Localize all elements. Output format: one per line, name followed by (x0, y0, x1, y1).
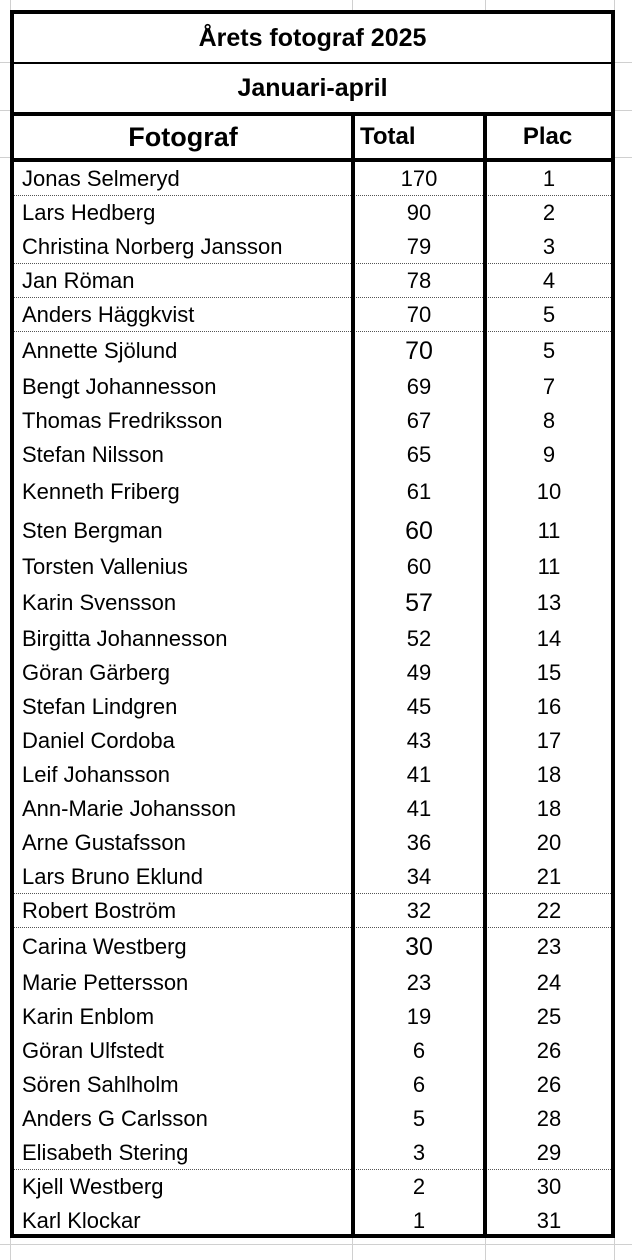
table-row (14, 928, 611, 966)
cell-plac: 24 (536, 970, 562, 995)
table-row (14, 512, 611, 550)
cell-total: 49 (406, 660, 432, 685)
cell-plac: 23 (536, 934, 562, 959)
cell-total: 36 (406, 830, 432, 855)
cell-total: 41 (406, 762, 432, 787)
cell-plac: 17 (536, 728, 562, 753)
header-fotograf: Fotograf (128, 121, 238, 152)
table-row (14, 1068, 611, 1102)
cell-fotograf: Anders Häggkvist (22, 301, 195, 327)
cell-fotograf: Thomas Fredriksson (22, 408, 223, 433)
column-divider (351, 116, 355, 1234)
cell-fotograf: Göran Ulfstedt (22, 1038, 164, 1063)
table-row (14, 162, 611, 196)
cell-plac: 8 (542, 408, 556, 433)
cell-total: 70 (406, 301, 432, 327)
table-row (14, 404, 611, 438)
cell-total: 57 (405, 588, 433, 617)
cell-plac: 28 (536, 1106, 562, 1131)
cell-plac: 2 (542, 200, 556, 225)
table-row (14, 1000, 611, 1034)
cell-fotograf: Elisabeth Stering (22, 1139, 189, 1165)
cell-total: 6 (412, 1038, 426, 1063)
cell-fotograf: Marie Pettersson (22, 970, 189, 995)
cell-plac: 14 (536, 626, 562, 651)
table-row (14, 724, 611, 758)
cell-fotograf: Carina Westberg (22, 934, 187, 959)
cell-fotograf: Karin Svensson (22, 590, 177, 615)
cell-plac: 26 (536, 1038, 562, 1063)
table-row (14, 1136, 611, 1170)
table-row (14, 1034, 611, 1068)
table-row (14, 622, 611, 656)
cell-fotograf: Stefan Nilsson (22, 442, 164, 467)
cell-plac: 11 (537, 554, 561, 579)
cell-plac: 25 (536, 1004, 562, 1029)
cell-plac: 13 (536, 590, 562, 615)
cell-fotograf: Stefan Lindgren (22, 694, 178, 719)
table-row (14, 584, 611, 622)
cell-fotograf: Anders G Carlsson (22, 1106, 208, 1131)
cell-total: 45 (406, 694, 432, 719)
cell-fotograf: Karl Klockar (22, 1208, 141, 1233)
table-row (14, 370, 611, 404)
cell-total: 69 (406, 374, 432, 399)
table-row (14, 758, 611, 792)
cell-plac: 18 (536, 796, 562, 821)
cell-plac: 31 (536, 1208, 562, 1233)
cell-plac: 10 (536, 479, 562, 504)
table-row (14, 332, 611, 370)
cell-fotograf: Sören Sahlholm (22, 1072, 179, 1097)
cell-fotograf: Kenneth Friberg (22, 479, 180, 504)
cell-total: 43 (406, 728, 432, 753)
cell-fotograf: Karin Enblom (22, 1004, 155, 1029)
cell-plac: 29 (536, 1139, 562, 1165)
cell-plac: 11 (537, 518, 561, 543)
cell-total: 2 (412, 1174, 426, 1199)
table-row (14, 1170, 611, 1204)
cell-total: 65 (406, 442, 432, 467)
table-header (14, 116, 611, 162)
results-table (10, 10, 615, 1238)
cell-total: 34 (406, 863, 432, 889)
cell-fotograf: Jonas Selmeryd (22, 165, 180, 191)
cell-fotograf: Torsten Vallenius (22, 554, 188, 579)
cell-total: 60 (405, 516, 433, 545)
cell-fotograf: Ann-Marie Johansson (22, 796, 237, 821)
cell-fotograf: Jan Röman (22, 267, 135, 293)
cell-plac: 7 (542, 374, 556, 399)
table-title: Årets fotograf 2025 (14, 14, 611, 64)
table-row (14, 196, 611, 230)
cell-total: 61 (406, 479, 432, 504)
table-subtitle: Januari-april (14, 64, 611, 116)
table-row (14, 550, 611, 584)
cell-fotograf: Sten Bergman (22, 518, 163, 543)
cell-total: 3 (412, 1139, 426, 1165)
cell-fotograf: Kjell Westberg (22, 1174, 164, 1199)
cell-plac: 5 (542, 301, 556, 327)
table-row (14, 690, 611, 724)
table-row (14, 1204, 611, 1238)
cell-plac: 22 (536, 897, 562, 923)
sheet-gridline (0, 1244, 632, 1245)
table-row (14, 230, 611, 264)
cell-total: 6 (412, 1072, 426, 1097)
table-row (14, 894, 611, 928)
cell-total: 67 (406, 408, 432, 433)
cell-total: 5 (412, 1106, 426, 1131)
cell-plac: 18 (536, 762, 562, 787)
cell-plac: 16 (536, 694, 562, 719)
table-row (14, 298, 611, 332)
table-row (14, 966, 611, 1000)
table-row (14, 792, 611, 826)
cell-total: 32 (406, 897, 432, 923)
header-total: Total (360, 123, 416, 150)
table-row (14, 1102, 611, 1136)
table-row (14, 826, 611, 860)
cell-total: 1 (412, 1208, 426, 1233)
cell-fotograf: Birgitta Johannesson (22, 626, 228, 651)
cell-total: 170 (400, 165, 438, 191)
cell-fotograf: Daniel Cordoba (22, 728, 175, 753)
table-row (14, 264, 611, 298)
cell-plac: 26 (536, 1072, 562, 1097)
cell-plac: 4 (542, 267, 556, 293)
cell-fotograf: Leif Johansson (22, 762, 170, 787)
table-row (14, 438, 611, 472)
cell-total: 41 (406, 796, 432, 821)
cell-fotograf: Robert Boström (22, 897, 177, 923)
column-divider (483, 116, 487, 1234)
cell-fotograf: Christina Norberg Jansson (22, 233, 283, 259)
cell-plac: 3 (542, 233, 556, 259)
cell-plac: 30 (536, 1174, 562, 1199)
cell-plac: 9 (542, 442, 556, 467)
cell-total: 90 (406, 200, 432, 225)
cell-fotograf: Arne Gustafsson (22, 830, 186, 855)
cell-plac: 5 (542, 338, 556, 363)
cell-plac: 21 (536, 863, 562, 889)
cell-fotograf: Lars Bruno Eklund (22, 863, 203, 889)
table-row (14, 656, 611, 690)
cell-total: 23 (406, 970, 432, 995)
header-plac: Plac (522, 123, 573, 150)
cell-fotograf: Göran Gärberg (22, 660, 170, 685)
cell-total: 30 (405, 932, 433, 961)
cell-plac: 20 (536, 830, 562, 855)
cell-plac: 1 (542, 165, 556, 191)
cell-total: 78 (406, 267, 432, 293)
cell-fotograf: Bengt Johannesson (22, 374, 217, 399)
cell-total: 19 (406, 1004, 432, 1029)
cell-total: 70 (405, 336, 433, 365)
table-row (14, 860, 611, 894)
cell-plac: 15 (536, 660, 562, 685)
cell-fotograf: Lars Hedberg (22, 200, 156, 225)
cell-total: 60 (406, 554, 432, 579)
cell-total: 52 (406, 626, 432, 651)
table-row (14, 472, 611, 512)
cell-total: 79 (406, 233, 432, 259)
cell-fotograf: Annette Sjölund (22, 338, 178, 363)
